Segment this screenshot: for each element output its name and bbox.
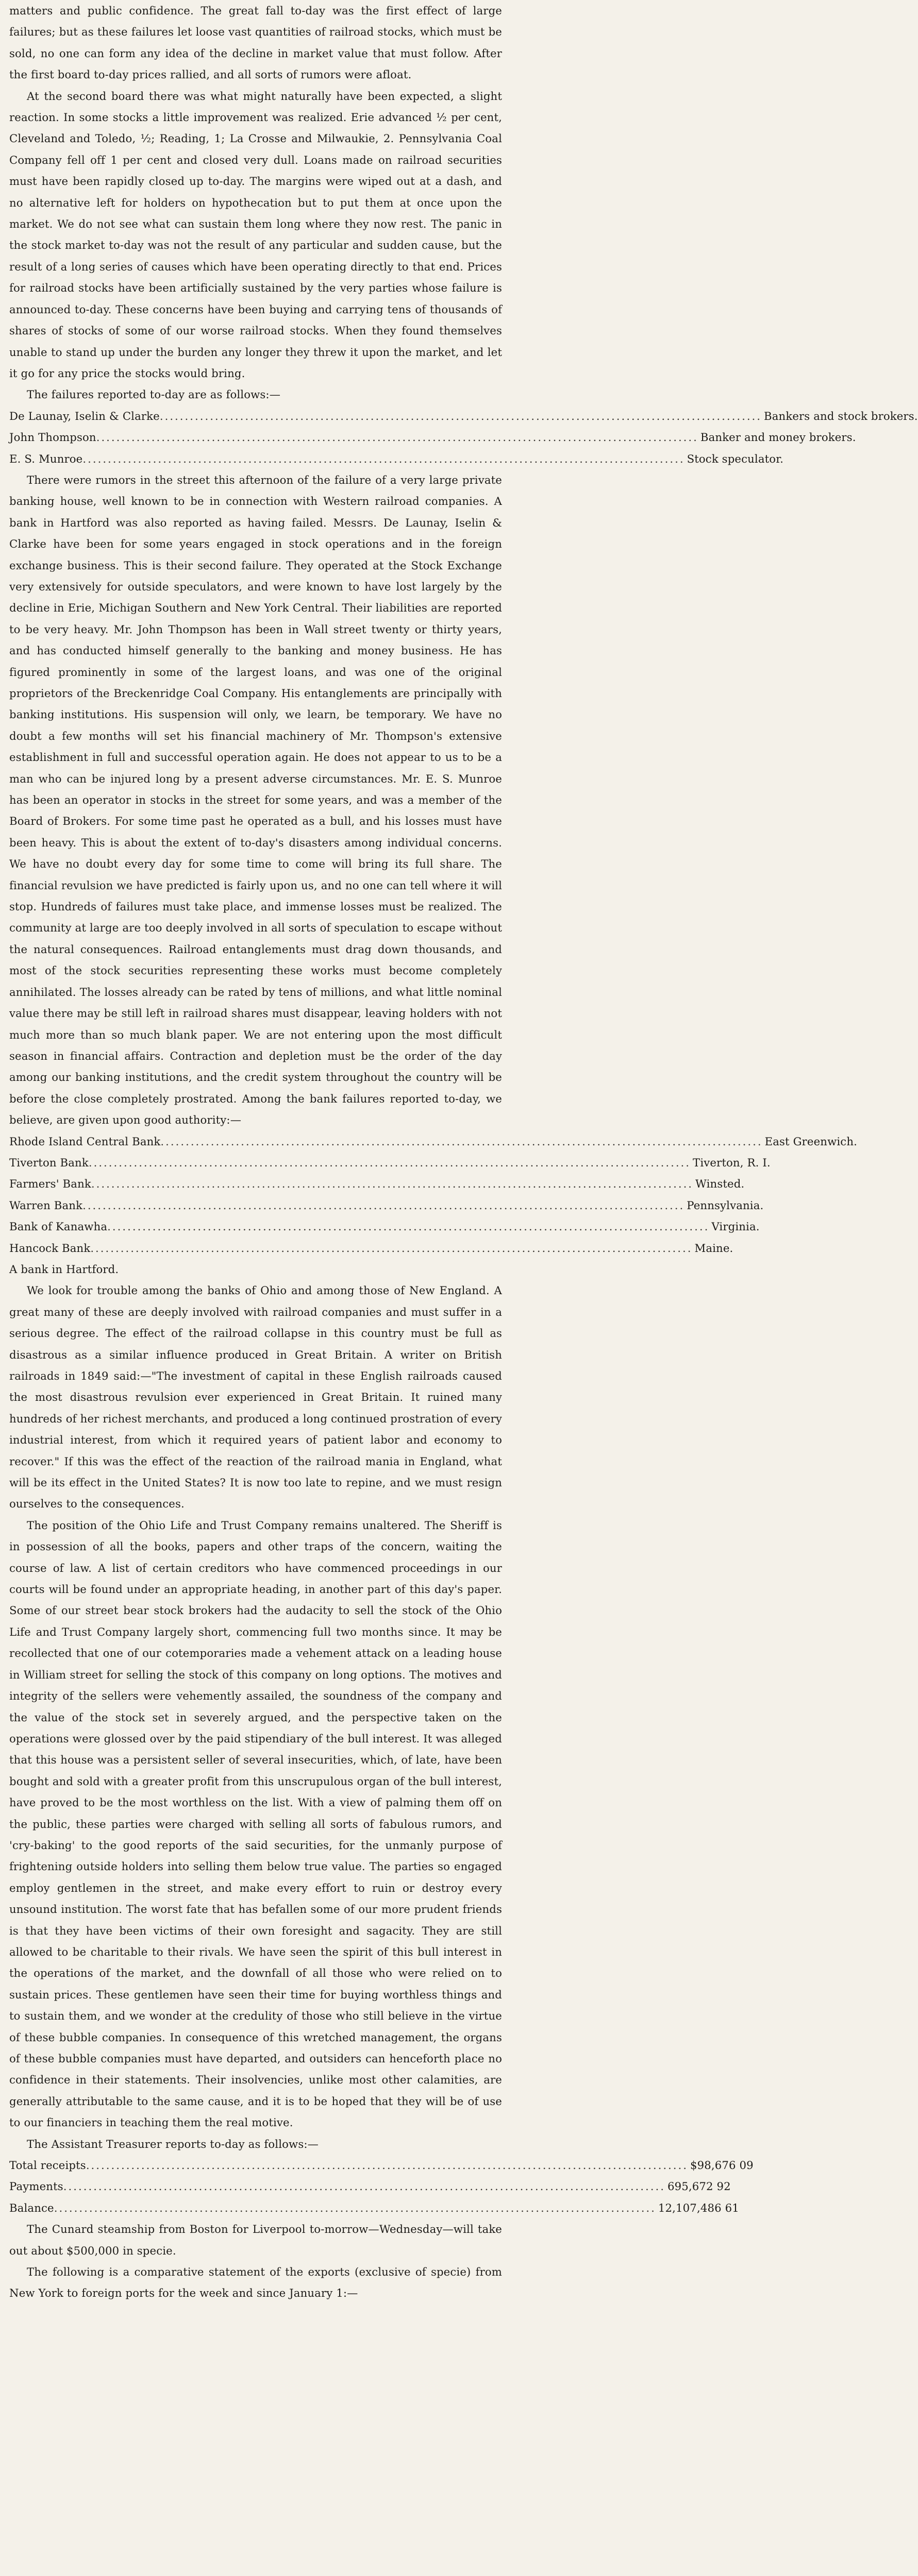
bank-entry — [9, 1259, 502, 1280]
bank-location: Winsted. — [695, 1177, 745, 1191]
leader-dots: ........................................................................................................................ — [88, 1156, 691, 1169]
leader-dots: ........................................................................................................................ — [82, 1198, 685, 1212]
failure-entry — [9, 405, 918, 427]
bank-location: Tiverton, R. I. — [693, 1156, 771, 1169]
article-paragraph: The position of the Ohio Life and Trust Company remains unaltered. The Sheriff is in possession of all the books, papers and other traps of the concern, waiting the course of law. A list of certain creditors who have commenced proceedings in our courts will be found under an appropriate heading, in another part of this day's paper. Some of our street bear stock brokers had the audacity to sell the stock of the Ohio Life and Trust Company largely short, commencing full two months since. It may be recollected that one of our cotemporaries made a vehement attack on a leading house in William street for selling the stock of this company on long options. The motives and integrity of the sellers were vehemently assailed, the soundness of the company and the value of the stock set in severely argued, and the perspective taken on the operations were glossed over by the paid stipendiary of the bull interest. It was alleged that this house was a persistent seller of several insecurities, which, of late, have been bought and sold with a greater profit from this unscrupulous organ of the bull interest, have proved to be the most worthless on the list. With a view of palming them off on the public, these parties were charged with selling all sorts of fabulous rumors, and 'cry-baking' to the good reports of the said securities, for the unmanly purpose of frightening outside holders into selling them below true value. The parties so engaged employ gentlemen in the street, and make every effort to ruin or destroy every unsound institution. The worst fate that has befallen some of our more prudent friends is that they have been victims of their own foresight and sagacity. They are still allowed to be charitable to their rivals. We have seen the spirit of this bull interest in the operations of the market, and the downfall of all those who were relied on to sustain prices. These gentlemen have seen their time for buying worthless things and to sustain them, and we wonder at the credulity of those who still believe in the virtue of these bubble companies. In consequence of this wretched management, the organs of these bubble companies must have departed, and outsiders can henceforth place no confidence in their statements. Their insolvencies, unlike most other calamities, are generally attributable to the same cause, and it is to be hoped that they will be of use to our financiers in teaching them the real motive. — [9, 1518, 502, 2129]
article-paragraph: At the second board there was what might naturally have been expected, a slight reaction. In some stocks a little improvement was realized. Erie advanced ½ per cent, Cleveland and Toledo, ½; Reading, 1; La Crosse and Milwaukie, 2. Pennsylvania Coal Company fell off 1 per cent and closed very dull. Loans made on railroad securities must have been rapidly closed up to-day. The margins were wiped out at a dash, and no alternative left for holders on hypothecation but to put them at once upon the market. We do not see what can sustain them long where they now rest. The panic in the stock market to-day was not the result of any particular and sudden cause, but the result of a long series of causes which have been operating directly to that end. Prices for railroad stocks have been artificially sustained by the very parties whose failure is announced to-day. These concerns have been buying and carrying tens of thousands of shares of stocks of some of our worse railroad stocks. When they found themselves unable to stand up under the burden any longer they threw it upon the market, and let it go for any price the stocks would bring. — [9, 89, 502, 380]
bank-location: Maine. — [694, 1241, 733, 1255]
treasury-value: $98,676 09 — [690, 2159, 754, 2172]
article-paragraph: The failures reported to-day are as follows:— — [27, 388, 281, 401]
failure-description: Stock speculator. — [687, 452, 784, 465]
leader-dots: ........................................................................................................................ — [107, 1220, 710, 1233]
treasury-label: Payments — [9, 2180, 63, 2193]
leader-dots: ........................................................................................................................ — [159, 409, 762, 422]
failures-list — [9, 405, 918, 469]
article-paragraph: matters and public confidence. The great fall to-day was the first effect of large failures; but as these failures let loose vast quantities of railroad stocks, which must be sold, no one can form any idea of the decline in market value that must follow. After the first board to-day prices rallied, and all sorts of rumors were afloat. — [9, 4, 502, 81]
failure-description: Bankers and stock brokers. — [764, 409, 918, 422]
bank-location: Pennsylvania. — [687, 1198, 764, 1212]
failure-name: John Thompson — [9, 431, 96, 444]
bank-failures-list — [9, 1131, 857, 1280]
bank-name: Farmers' Bank — [9, 1177, 91, 1191]
article-paragraph: There were rumors in the street this afternoon of the failure of a very large private banking house, well known to be in connection with Western railroad companies. A bank in Hartford was also reported as having failed. Messrs. De Launay, Iselin & Clarke have been for some years engaged in stock operations and in the foreign exchange business. This is their second failure. They operated at the Stock Exchange very extensively for outside speculators, and were known to have lost largely by the decline in Erie, Michigan Southern and New York Central. Their liabilities are reported to be very heavy. Mr. John Thompson has been in Wall street twenty or thirty years, and has conducted himself generally to the banking and money business. He has figured prominently in some of the largest loans, and was one of the original proprietors of the Breckenridge Coal Company. His entanglements are principally with banking institutions. His suspension will only, we learn, be temporary. We have no doubt a few months will set his financial machinery of Mr. Thompson's extensive establishment in full and successful operation again. He does not appear to us to be a man who can be injured long by a present adverse circumstances. Mr. E. S. Munroe has been an operator in stocks in the street for some years, and was a member of the Board of Brokers. For some time past he operated as a bull, and his losses must have been heavy. This is about the extent of to-day's disasters among individual concerns. We have no doubt every day for some time to come will bring its full share. The financial revulsion we have predicted is fairly upon us, and no one can tell where it will stop. Hundreds of failures must take place, and immense losses must be realized. The community at large are too deeply involved in all sorts of speculation to escape without the natural consequences. Railroad entanglements must drag down thousands, and most of the stock securities representing these works must become completely annihilated. The losses already can be rated by tens of millions, and what little nominal value there may be still left in railroad shares must disappear, leaving holders with not much more than so much blank paper. We are not entering upon the most difficult season in financial affairs. Contraction and depletion must be the order of the day among our banking institutions, and the credit system throughout the country will be before the close completely prostrated. Among the bank failures reported to-day, we believe, are given upon good authority:— — [9, 473, 502, 1127]
failure-entry — [9, 427, 856, 448]
leader-dots: ........................................................................................................................ — [160, 1134, 763, 1148]
leader-dots: ........................................................................................................................ — [96, 431, 698, 444]
bank-location: East Greenwich. — [764, 1134, 857, 1148]
bank-name: Warren Bank — [9, 1198, 83, 1212]
bank-name: Hancock Bank — [9, 1241, 91, 1255]
bank-name: Tiverton Bank — [9, 1156, 89, 1169]
failure-name: De Launay, Iselin & Clarke — [9, 409, 160, 422]
failure-entry — [9, 448, 784, 469]
leader-dots: ........................................................................................................................ — [91, 1177, 694, 1191]
failure-description: Banker and money brokers. — [700, 431, 856, 444]
treasury-row — [9, 2197, 739, 2218]
newspaper-column — [9, 0, 918, 2304]
leader-dots: ........................................................................................................................ — [63, 2180, 665, 2193]
bank-entry — [9, 1195, 764, 1216]
bank-entry — [9, 1216, 760, 1237]
leader-dots: ........................................................................................................................ — [86, 2159, 688, 2172]
treasury-value: 695,672 92 — [667, 2180, 731, 2193]
leader-dots: ........................................................................................................................ — [82, 452, 685, 465]
treasury-label: Balance — [9, 2201, 54, 2214]
bank-name: A bank in Hartford. — [9, 1262, 119, 1276]
leader-dots: ........................................................................................................................ — [54, 2201, 656, 2214]
bank-entry — [9, 1152, 771, 1173]
bank-name: Rhode Island Central Bank — [9, 1134, 161, 1148]
bank-entry — [9, 1173, 745, 1194]
bank-entry — [9, 1238, 733, 1259]
article-paragraph: The Cunard steamship from Boston for Liverpool to-morrow—Wednesday—will take out about $500,000 in specie. — [9, 2223, 502, 2257]
failure-name: E. S. Munroe — [9, 452, 83, 465]
treasury-label: Total receipts — [9, 2159, 86, 2172]
treasury-intro: The Assistant Treasurer reports to-day as follows:— — [27, 2137, 319, 2150]
bank-name: Bank of Kanawha — [9, 1220, 108, 1233]
treasury-table — [9, 2155, 754, 2218]
treasury-value: 12,107,486 61 — [658, 2201, 739, 2214]
treasury-row — [9, 2155, 754, 2176]
article-paragraph: The following is a comparative statement of the exports (exclusive of specie) from New York to foreign ports for the week and since January 1:— — [9, 2265, 502, 2300]
leader-dots: ........................................................................................................................ — [90, 1241, 693, 1255]
treasury-row — [9, 2176, 731, 2197]
article-paragraph: We look for trouble among the banks of Ohio and among those of New England. A great many of these are deeply involved with railroad companies and must suffer in a serious degree. The effect of the railroad collapse in this country must be full as disastrous as a similar influence produced in Great Britain. A writer on British railroads in 1849 said:—"The investment of capital in these English railroads caused the most disastrous revulsion ever experienced in Great Britain. It ruined many hundreds of her richest merchants, and produced a long continued prostration of every industrial interest, from which it required years of patient labor and economy to recover." If this was the effect of the reaction of the railroad mania in England, what will be its effect in the United States? It is now too late to repine, and we must resign ourselves to the consequences. — [9, 1284, 502, 1511]
bank-entry — [9, 1131, 857, 1152]
bank-location: Virginia. — [711, 1220, 760, 1233]
